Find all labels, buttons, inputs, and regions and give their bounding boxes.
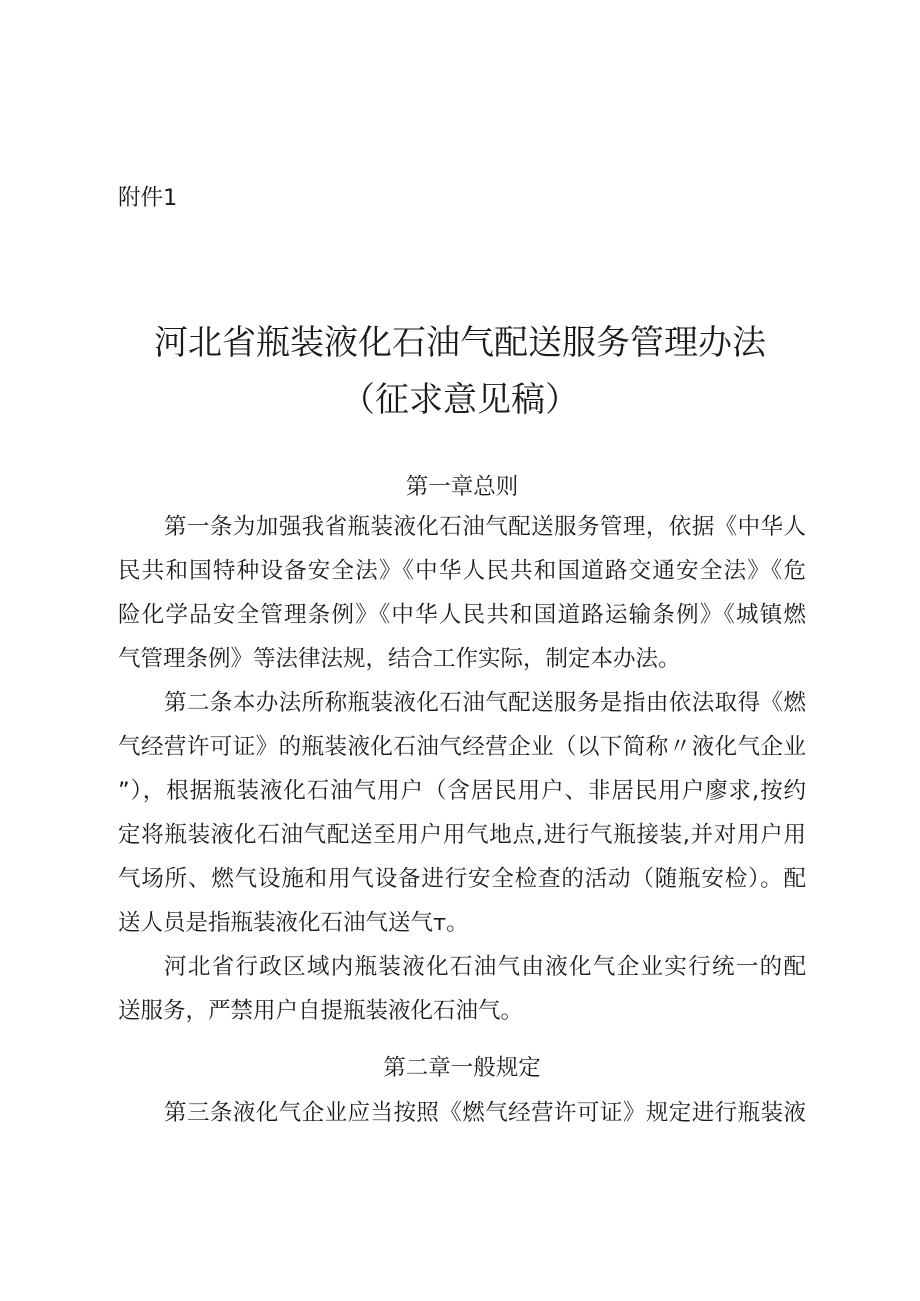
chapter-1-heading: 第一章总则 xyxy=(405,474,519,500)
article-1-line: 气管理条例》等法律法规，结合工作实际，制定本办法。 xyxy=(118,646,681,672)
attachment-label: 附件1 xyxy=(118,185,178,211)
article-1-line: 第一条为加强我省瓶装液化石油气配送服务管理，依据《中华人 xyxy=(164,514,806,540)
article-3-line: 第三条液化气企业应当按照《燃气经营许可证》规定进行瓶装液 xyxy=(164,1100,806,1126)
article-1 xyxy=(118,505,806,681)
title-line-draft-note: （征求意见稿） xyxy=(341,380,579,420)
article-2 xyxy=(118,681,806,945)
article-2-paragraph-2-line: 送服务，严禁用户自提瓶装液化石油气。 xyxy=(118,998,524,1024)
article-1-line: 险化学品安全管理条例》《中华人民共和国道路运输条例》《城镇燃 xyxy=(118,602,806,628)
article-2-line: ”），根据瓶装液化石油气用户（含居民用户、非居民用户廖求,按约 xyxy=(118,778,806,804)
article-3 xyxy=(118,1091,806,1135)
document-title xyxy=(0,315,920,429)
article-2-paragraph-2 xyxy=(118,945,806,1033)
article-2-line: 送人员是指瓶装液化石油气送气т。 xyxy=(118,910,469,936)
article-2-line: 气场所、燃气设施和用气设备进行安全检查的活动（随瓶安检）。配 xyxy=(118,866,806,892)
chapter-2-heading: 第二章一般规定 xyxy=(383,1055,541,1081)
article-2-line: 第二条本办法所称瓶装液化石油气配送服务是指由依法取得《燃 xyxy=(164,690,806,716)
article-2-line: 气经营许可证》的瓶装液化石油气经营企业（以下简称〃液化气企业 xyxy=(118,734,806,760)
article-1-line: 民共和国特种设备安全法》《中华人民共和国道路交通安全法》《危 xyxy=(118,558,806,584)
chapter-2-body xyxy=(118,1091,806,1135)
chapter-1-body xyxy=(118,505,806,1033)
article-2-line: 定将瓶装液化石油气配送至用户用气地点,进行气瓶接装,并对用户用 xyxy=(118,822,806,848)
article-2-paragraph-2-line: 河北省行政区域内瓶装液化石油气由液化气企业实行统一的配 xyxy=(164,954,806,980)
title-line-main: 河北省瓶装液化石油气配送服务管理办法 xyxy=(154,323,766,363)
